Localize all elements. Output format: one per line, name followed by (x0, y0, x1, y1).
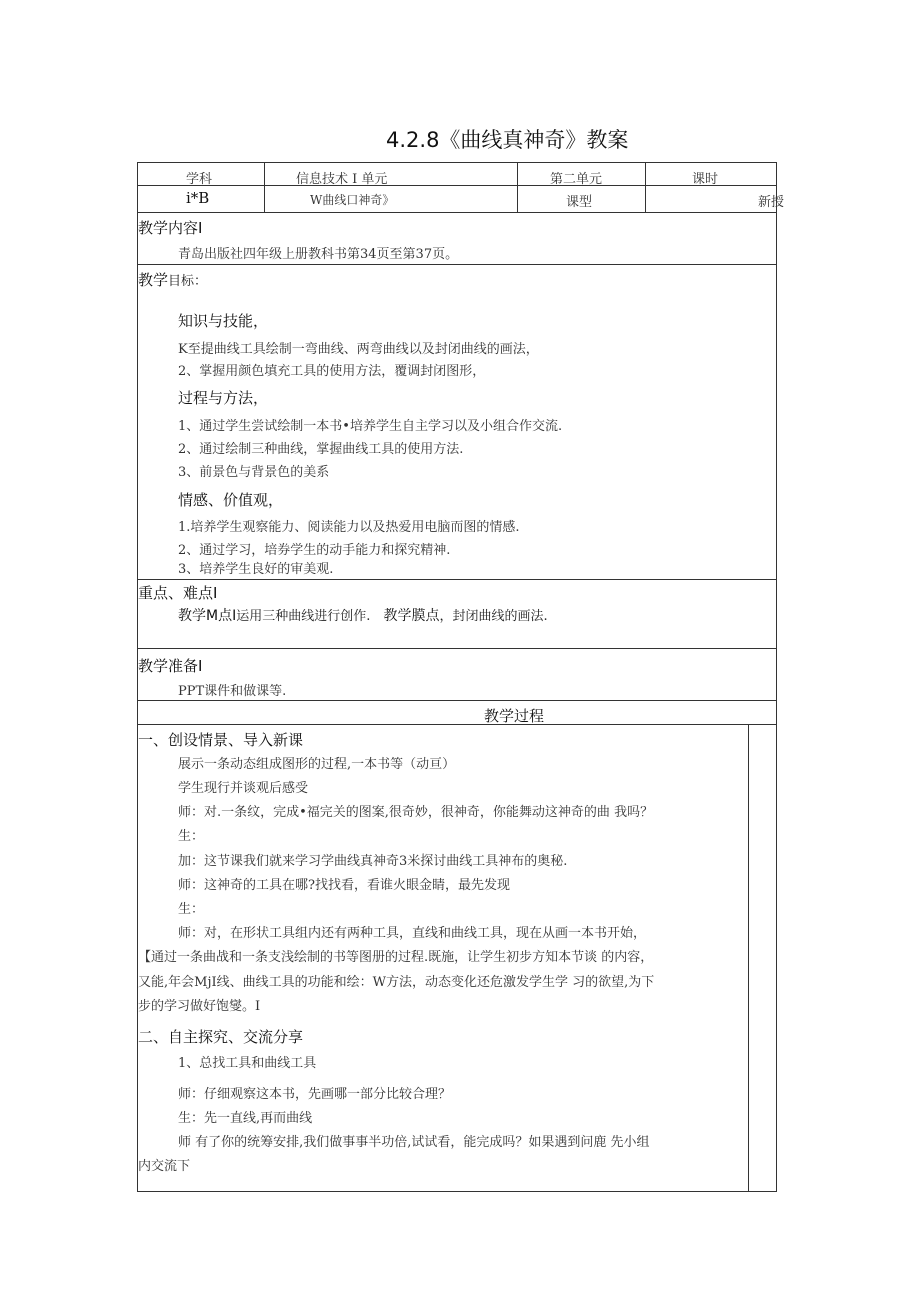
content-heading: 教学内容I (138, 219, 203, 237)
process-item: 1、通过学生尝试绘制一本书•培养学生自主学习以及小组合作交流. (178, 419, 563, 434)
topic-label: i*B (186, 189, 210, 207)
part2-line: 1、总找工具和曲线工具 (178, 1056, 317, 1071)
difficulty-label: 教学膜点 (383, 608, 440, 624)
difficulty-text: ，封闭曲线的画法. (439, 609, 548, 624)
emotion-item-clipped (178, 558, 538, 577)
part1-line: 师：对，在形状工具组内还有两种工具，直线和曲线工具，现在从画一本书开始， (178, 926, 647, 941)
type-value: 新授 (758, 195, 785, 210)
part1-line: 生： (178, 829, 205, 844)
key-text: 运用三种曲线进行创作. (236, 609, 371, 624)
part2-line: 师 有了你的统筹安排,我们做事事半功倍,试试看，能完成吗？如果遇到问鹿 先小组 (178, 1135, 650, 1150)
subject-label: 学科 (186, 172, 213, 187)
preparation-text: PPT课件和做课等. (178, 684, 287, 699)
subject-value: 信息技术 I 单元 (296, 172, 388, 187)
part1-line: 加：这节课我们就来学习学曲线真神奇3米探讨曲线工具神布的奥秘. (178, 854, 568, 869)
process-section-heading: 教学过程 (484, 707, 545, 725)
preparation-heading: 教学准备I (138, 657, 203, 675)
emotion-item: 2、通过学习，培券学生的动手能力和探究精神. (178, 543, 451, 558)
part1-note-line: 步的学习做好饱燮。I (138, 999, 261, 1014)
keypoints-line (178, 605, 548, 625)
part1-line: 生： (178, 902, 205, 917)
topic-value: W曲线口神奇》 (310, 193, 395, 207)
key-label: 教学M点I (178, 608, 237, 624)
process-item: 2、通过绘制三种曲线，掌握曲线工具的使用方法. (178, 442, 464, 457)
unit-value: 第二单元 (550, 172, 603, 187)
part1-line: 展示一条动态组成图形的过程,一本书等（动亘） (178, 757, 456, 772)
part2-last-line: 内交流下 (138, 1159, 191, 1174)
part1-note-line: 又能,年会MjI线、曲线工具的功能和绘：W方法，动态变化还危激发学生学 习的欲望,为下 (138, 975, 655, 990)
knowledge-item: 2、掌握用颜色填充工具的使用方法，覆调封闭图形， (178, 364, 486, 379)
objectives-heading-bold: 教学 (138, 271, 169, 289)
period-label: 课时 (692, 172, 719, 187)
type-label: 课型 (566, 195, 593, 210)
process-title: 过程与方法， (178, 389, 269, 407)
part1-note-line: 【通过一条曲战和一条支浅绘制的书等图册的过程.既施，让学生初步方知本节谈 的内容， (138, 950, 654, 965)
part2-line: 生：先一直线,再而曲线 (178, 1111, 313, 1126)
objectives-heading (138, 269, 207, 290)
knowledge-title: 知识与技能， (178, 312, 269, 330)
emotion-title: 情感、价值观， (178, 491, 284, 509)
content-text: 青岛出版社四年级上册教科书第34页至第37页。 (178, 247, 459, 262)
emotion-item: 3、培养学生良好的审美观. (178, 562, 334, 577)
part2-line: 师：仔细观察这本书，先画哪一部分比较合理？ (178, 1087, 452, 1102)
knowledge-item: K至提曲线工具绘制一弯曲线、两弯曲线以及封闭曲线的画法， (178, 342, 539, 357)
part1-line: 师：对.一条纹，完成•福完关的图案,很奇妙，很神奇，你能舞动这神奇的曲 我吗？ (178, 805, 654, 820)
part1-line: 学生现行并谈观后感受 (178, 781, 309, 796)
objectives-heading-rest: 目标： (168, 274, 208, 289)
keypoints-heading: 重点、难点I (138, 584, 218, 602)
part2-title: 二、自主探究、交流分享 (138, 1028, 304, 1046)
process-item: 3、前景色与背景色的美系 (178, 465, 330, 480)
document-title: 4.2.8《曲线真神奇》教案 (386, 128, 629, 152)
part1-line: 师：这神奇的工具在哪?找找看，看谁火眼金睛，最先发现 (178, 878, 510, 893)
emotion-item: 1.培养学生观察能力、阅读能力以及热爱用电脑而图的情感. (178, 520, 520, 535)
part1-title: 一、创设情景、导入新课 (138, 731, 304, 749)
